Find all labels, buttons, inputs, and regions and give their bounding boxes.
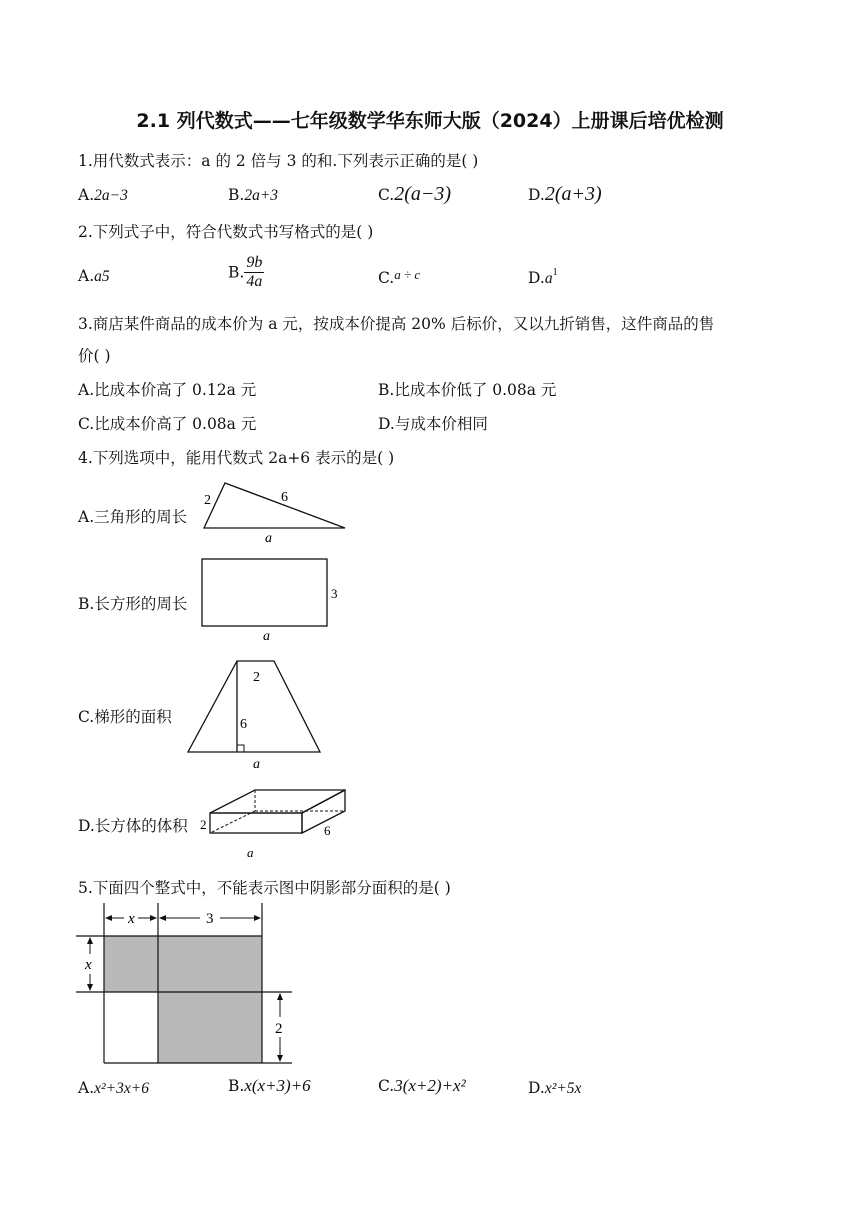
question-4-stem: 4.下列选项中，能用代数式 2a+6 表示的是( ) <box>78 449 395 467</box>
trapezoid-height-6: 6 <box>240 717 247 732</box>
question-3-stem-line1: 3.商店某件商品的成本价为 a 元，按成本价提高 20% 后标价，又以九折销售，这件商品的售 <box>78 315 715 333</box>
dim-right-2: 2 <box>275 1021 283 1037</box>
triangle-side-2: 2 <box>204 493 211 508</box>
fraction-numerator: 9b <box>246 254 263 271</box>
q2-option-d[interactable] <box>528 267 558 288</box>
question-2-stem: 2.下列式子中，符合代数式书写格式的是( ) <box>78 223 374 241</box>
q4-option-b-label[interactable]: B.长方形的周长 <box>78 595 188 613</box>
fraction-denominator: 4a <box>246 273 263 290</box>
rectangle-shape <box>202 559 327 626</box>
option-expr: x²+3x+6 <box>94 1080 149 1097</box>
q2-option-a[interactable] <box>78 267 110 286</box>
option-text: 比成本价高了 0.08a 元 <box>94 415 257 433</box>
option-label: B. <box>228 186 245 204</box>
cuboid-figure <box>198 783 358 863</box>
rectangle-figure <box>195 553 355 643</box>
trapezoid-bottom-a: a <box>253 757 260 772</box>
shaded-top-band <box>104 936 262 992</box>
option-base: a <box>544 270 553 287</box>
option-label: A. <box>78 186 95 204</box>
option-label: D. <box>378 415 395 433</box>
option-label: D. <box>528 186 545 204</box>
option-text: 比成本价低了 0.08a 元 <box>394 381 557 399</box>
q1-option-d[interactable] <box>528 183 602 206</box>
option-text: 比成本价高了 0.12a 元 <box>94 381 257 399</box>
q5-option-d[interactable] <box>528 1079 581 1098</box>
cuboid-depth-6: 6 <box>324 823 331 838</box>
q2-option-b[interactable] <box>228 254 264 291</box>
trapezoid-top-2: 2 <box>253 670 260 685</box>
q4-option-c-label[interactable]: C.梯形的面积 <box>78 708 172 726</box>
option-label: A. <box>78 381 95 399</box>
option-expr: x²+5x <box>544 1080 582 1097</box>
question-3-stem-line2: 价( ) <box>78 347 111 365</box>
page-title: 2.1 列代数式——七年级数学华东师大版（2024）上册课后培优检测 <box>136 110 724 132</box>
dim-left-x: x <box>85 957 92 973</box>
rectangle-side-3: 3 <box>331 586 338 601</box>
option-label: D. <box>528 269 545 287</box>
option-expr: 2(a+3) <box>544 183 602 205</box>
question-5-stem: 5.下面四个整式中，不能表示图中阴影部分面积的是( ) <box>78 879 451 897</box>
option-label: D. <box>528 1079 545 1097</box>
rectangle-side-a: a <box>263 629 270 643</box>
q4-option-a-label[interactable]: A.三角形的周长 <box>78 508 188 526</box>
option-expr: 2a+3 <box>244 187 279 204</box>
triangle-shape <box>204 483 345 528</box>
option-text: 与成本价相同 <box>394 415 488 433</box>
q1-option-b[interactable] <box>228 186 278 205</box>
option-label: C. <box>378 186 395 204</box>
q1-option-c[interactable] <box>378 183 451 206</box>
q4-option-d-label[interactable]: D.长方体的体积 <box>78 817 188 835</box>
triangle-side-6: 6 <box>281 490 288 505</box>
q1-option-a[interactable] <box>78 186 128 205</box>
option-label: C. <box>378 1077 395 1095</box>
question-1-stem: 1.用代数式表示：a 的 2 倍与 3 的和.下列表示正确的是( ) <box>78 152 479 170</box>
q2-option-c[interactable] <box>378 267 420 287</box>
option-expr: x(x+3)+6 <box>244 1076 311 1095</box>
option-label: A. <box>78 1079 95 1097</box>
shaded-area-figure <box>74 903 299 1068</box>
trapezoid-figure <box>185 655 330 775</box>
q5-option-b[interactable] <box>228 1076 311 1096</box>
fraction <box>244 254 264 291</box>
option-label: A. <box>78 267 95 285</box>
option-expr: 3(x+2)+x² <box>394 1076 466 1095</box>
q3-option-a[interactable] <box>78 378 256 400</box>
option-expr: 2(a−3) <box>394 183 452 205</box>
option-expr: a5 <box>94 268 110 285</box>
q5-option-a[interactable] <box>78 1079 149 1098</box>
q3-option-b[interactable] <box>378 378 556 400</box>
cuboid-height-2: 2 <box>200 817 207 832</box>
triangle-figure <box>195 478 355 548</box>
option-label: C. <box>78 415 95 433</box>
shaded-bottom-right <box>158 992 262 1063</box>
cuboid-hidden-depth <box>210 811 255 833</box>
option-expr: 2a−3 <box>94 187 128 204</box>
q3-option-d[interactable] <box>378 412 488 434</box>
triangle-side-a: a <box>265 531 272 546</box>
right-angle-mark <box>237 745 244 752</box>
option-exponent: 1 <box>552 267 558 278</box>
option-label: C. <box>378 269 395 287</box>
dim-top-3: 3 <box>206 911 214 927</box>
q5-option-c[interactable] <box>378 1076 466 1096</box>
option-label: B. <box>228 263 245 282</box>
q3-option-c[interactable] <box>78 412 256 434</box>
option-expr: a ÷ c <box>394 267 421 282</box>
option-label: B. <box>378 381 395 399</box>
option-label: B. <box>228 1077 245 1095</box>
dim-top-x: x <box>128 911 135 927</box>
cuboid-width-a: a <box>247 845 254 860</box>
cuboid-front <box>210 813 302 833</box>
